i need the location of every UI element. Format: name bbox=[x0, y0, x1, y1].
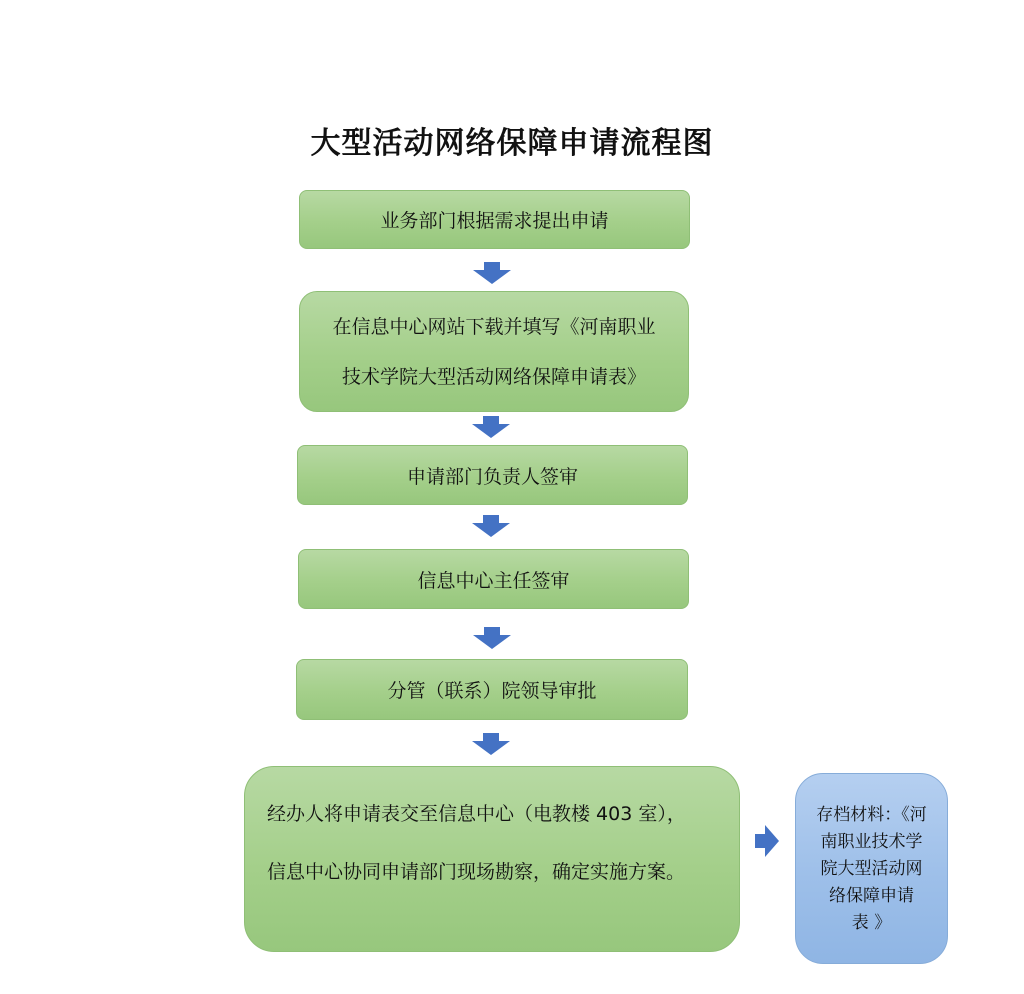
diagram-title: 大型活动网络保障申请流程图 bbox=[310, 126, 714, 161]
arrow-down-icon bbox=[472, 733, 510, 755]
step-download-form-line-1: 在信息中心网站下载并填写《河南职业 bbox=[332, 315, 656, 338]
archive-line-4: 络保障申请 bbox=[829, 886, 914, 906]
step-site-survey-line-2: 信息中心协同申请部门现场勘察，确定实施方案。 bbox=[267, 861, 686, 883]
step-dept-head-review bbox=[297, 445, 688, 505]
step-site-survey bbox=[244, 766, 740, 952]
archive-line-3: 院大型活动网 bbox=[820, 859, 923, 879]
step-site-survey-line-1: 经办人将申请表交至信息中心（电教楼 403 室）， bbox=[267, 803, 686, 825]
archive-line-1: 存档材料：《河 bbox=[816, 805, 927, 825]
step-dept-head-review-label: 申请部门负责人签审 bbox=[406, 465, 578, 488]
arrow-down-icon bbox=[472, 515, 510, 537]
archive-line-5: 表 》 bbox=[851, 913, 892, 933]
step-download-form-line-2: 技术学院大型活动网络保障申请表》 bbox=[341, 365, 646, 388]
arrow-down-icon bbox=[473, 627, 511, 649]
step-leader-approval bbox=[296, 659, 688, 720]
step-download-form bbox=[299, 291, 689, 412]
step-center-director-review bbox=[298, 549, 689, 609]
arrow-right-icon bbox=[755, 825, 779, 857]
step-submit-request-label: 业务部门根据需求提出申请 bbox=[380, 210, 609, 232]
archive-materials-box bbox=[795, 773, 948, 964]
step-center-director-review-label: 信息中心主任签审 bbox=[417, 569, 570, 592]
archive-line-2: 南职业技术学 bbox=[820, 832, 923, 852]
step-leader-approval-label: 分管（联系）院领导审批 bbox=[387, 680, 597, 702]
step-submit-request bbox=[299, 190, 690, 249]
arrow-down-icon bbox=[472, 416, 510, 438]
arrow-down-icon bbox=[473, 262, 511, 284]
